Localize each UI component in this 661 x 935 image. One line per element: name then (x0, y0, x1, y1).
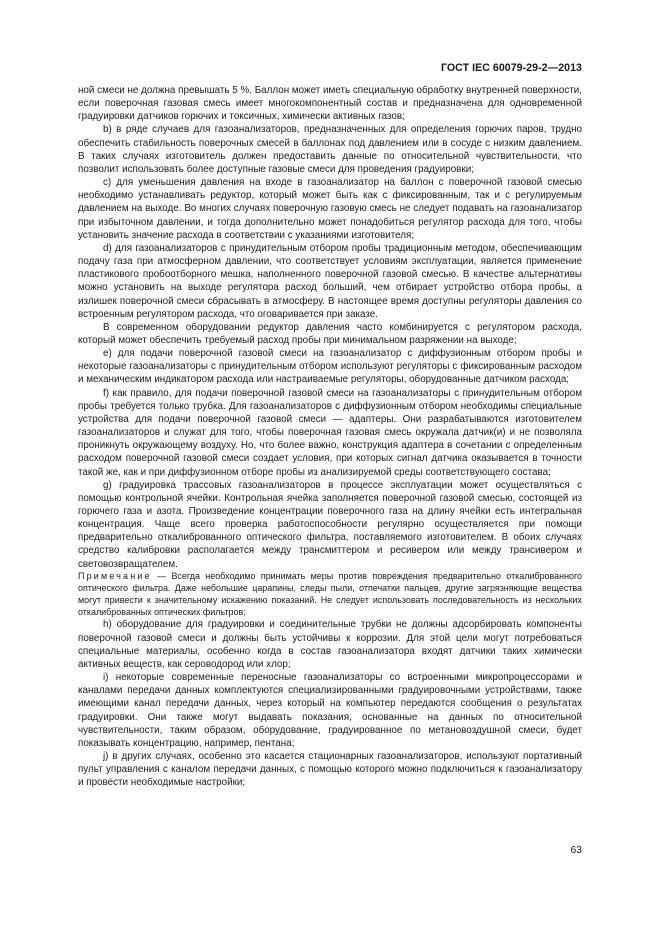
page-number: 63 (570, 845, 582, 856)
paragraph-modern-equipment: В современном оборудовании редуктор давления часто комбинируется с регулятором расхода, который может обеспечить требуемый расход пробы при минимальном разряжении на выходе; (78, 321, 582, 346)
paragraph-item-j: j) в других случаях, особенно это касается стационарных газоанализаторов, используют портативный пульт управления с каналом передачи данных, с помощью которого можно подключиться к газоанализатору и провести необходимые настройки; (78, 750, 582, 789)
paragraph-item-b: b) в ряде случаев для газоанализаторов, предназначенных для определения горючих паров, трудно обеспечить стабильность поверочных смесей в баллонах под давлением или в сосуде с низким давлением. В таких случаях изготовитель должен предоставить данные по относительной чувствительности, что позволит использовать более доступные газовые смеси для проведения градуировки; (78, 124, 582, 175)
paragraph-item-c: c) для уменьшения давления на входе в газоанализатор на баллон с поверочной газовой смесью необходимо устанавливать редуктор, который может быть как с фиксированным, так и с регулируемым давлением на выходе. Во многих случаях поверочную газовую смесь не следует подавать на газоанализатор при избыточном давлении, и тогда дополнительно может понадобиться регулятор расхода для того, чтобы установить значение расхода в соответствии с указаниями изготовителя; (78, 177, 582, 241)
document-body (78, 84, 582, 789)
paragraph-item-i: i) некоторые современные переносные газоанализаторы со встроенными микропроцессорами и каналами передачи данных комплектуются специализированными градуировочными устройствами, также имеющими канал передачи данных, через который на компьютер передаются сообщения о результатах градуировки. Они также могут выдавать показания, основанные на данных по относительной чувствительности, таким образом, оборудование, градуированное по метановоздушной смеси, будет показывать концентрацию, например, пентана; (78, 672, 582, 749)
paragraph-item-e: e) для подачи поверочной газовой смеси на газоанализатор с диффузионным отбором пробы и некоторые газоанализаторы с принудительным отбором используют регуляторы с фиксированным расходом и механическим индикатором расхода или настраиваемые регуляторы, оборудованные датчиком расхода; (78, 348, 582, 386)
note-block (78, 571, 582, 619)
paragraph-continuation: ной смеси не должна превышать 5 %. Баллон может иметь специальную обработку внутренней поверхности, если поверочная газовая смесь имеет многокомпонентный состав и предназначена для одновременной градуировки датчиков горючих и токсичных, химически активных газов; (78, 85, 582, 123)
paragraph-item-g: g) градуировка трассовых газоанализаторов в процессе эксплуатации может осуществляться с помощью контрольной ячейки. Контрольная ячейка заполняется поверочной газовой смесью, состоящей из горючего газа и азота. Произведение концентрации поверочного газа на длину ячейки есть интегральная концентрация. Чаще всего проверка работоспособности регулярно осуществляется при помощи предварительно откалиброванного оптического фильтра, поставляемого изготовителем. В обоих случаях средство калибровки располагается между трансмиттером и ресивером или между трансивером и световозвращателем. (78, 479, 582, 570)
paragraph-item-h: h) оборудование для градуировки и соединительные трубки не должны адсорбировать компоненты поверочной газовой смеси и должны быть устойчивы к коррозии. Для этой цели могут потребоваться специальные материалы, особенно когда в состав газоанализатора входят датчики таких химически активных веществ, как сероводород или хлор; (78, 619, 582, 670)
paragraph-item-f: f) как правило, для подачи поверочной газовой смеси на газоанализаторы с принудительным отбором пробы требуется только трубка. Для газоанализаторов с диффузионным отбором необходимы специальные устройства для подачи поверочной газовой смеси — адаптеры. Они разрабатываются изготовителем газоанализаторов и служат для того, чтобы поверочная газовая смесь окружала датчик(и) и не позволяла проникнуть окружающему воздуху. Но, что более важно, конструкция адаптера в сочетании с определенным расходом поверочной газовой смеси создает условия, при которых сигнал датчика оказывается в точности такой же, как и при диффузионном отборе пробы из анализируемой среды соответствующего состава; (78, 387, 582, 478)
note-text: — Всегда необходимо принимать меры против повреждения предварительно откалиброванного оптического фильтра. Даже небольшие царапины, следы пыли, отпечатки пальцев, другие загрязняющие вещества могут привести к значительному искажению показаний. Не следует использовать последовательность из нескольких откалиброванных оптических фильтров; (78, 570, 583, 617)
note-label: Примечание (78, 570, 152, 581)
paragraph-item-d: d) для газоанализаторов с принудительным отбором пробы традиционным методом, обеспечивающим подачу газа при атмосферном давлении, что соответствует условиям эксплуатации, является применение пластикового пробоотборного мешка, наполненного поверочной газовой смесью. В качестве альтернативы можно установить на выходе регулятора расход больший, чем отбирает устройство отбора пробы, а излишек поверочной смеси сбрасывать в атмосферу. В настоящее время доступны регуляторы давления со встроенным регулятором расхода, что оговаривается при заказе. (78, 242, 582, 320)
standard-code-header: ГОСТ IEC 60079-29-2—2013 (440, 62, 582, 74)
